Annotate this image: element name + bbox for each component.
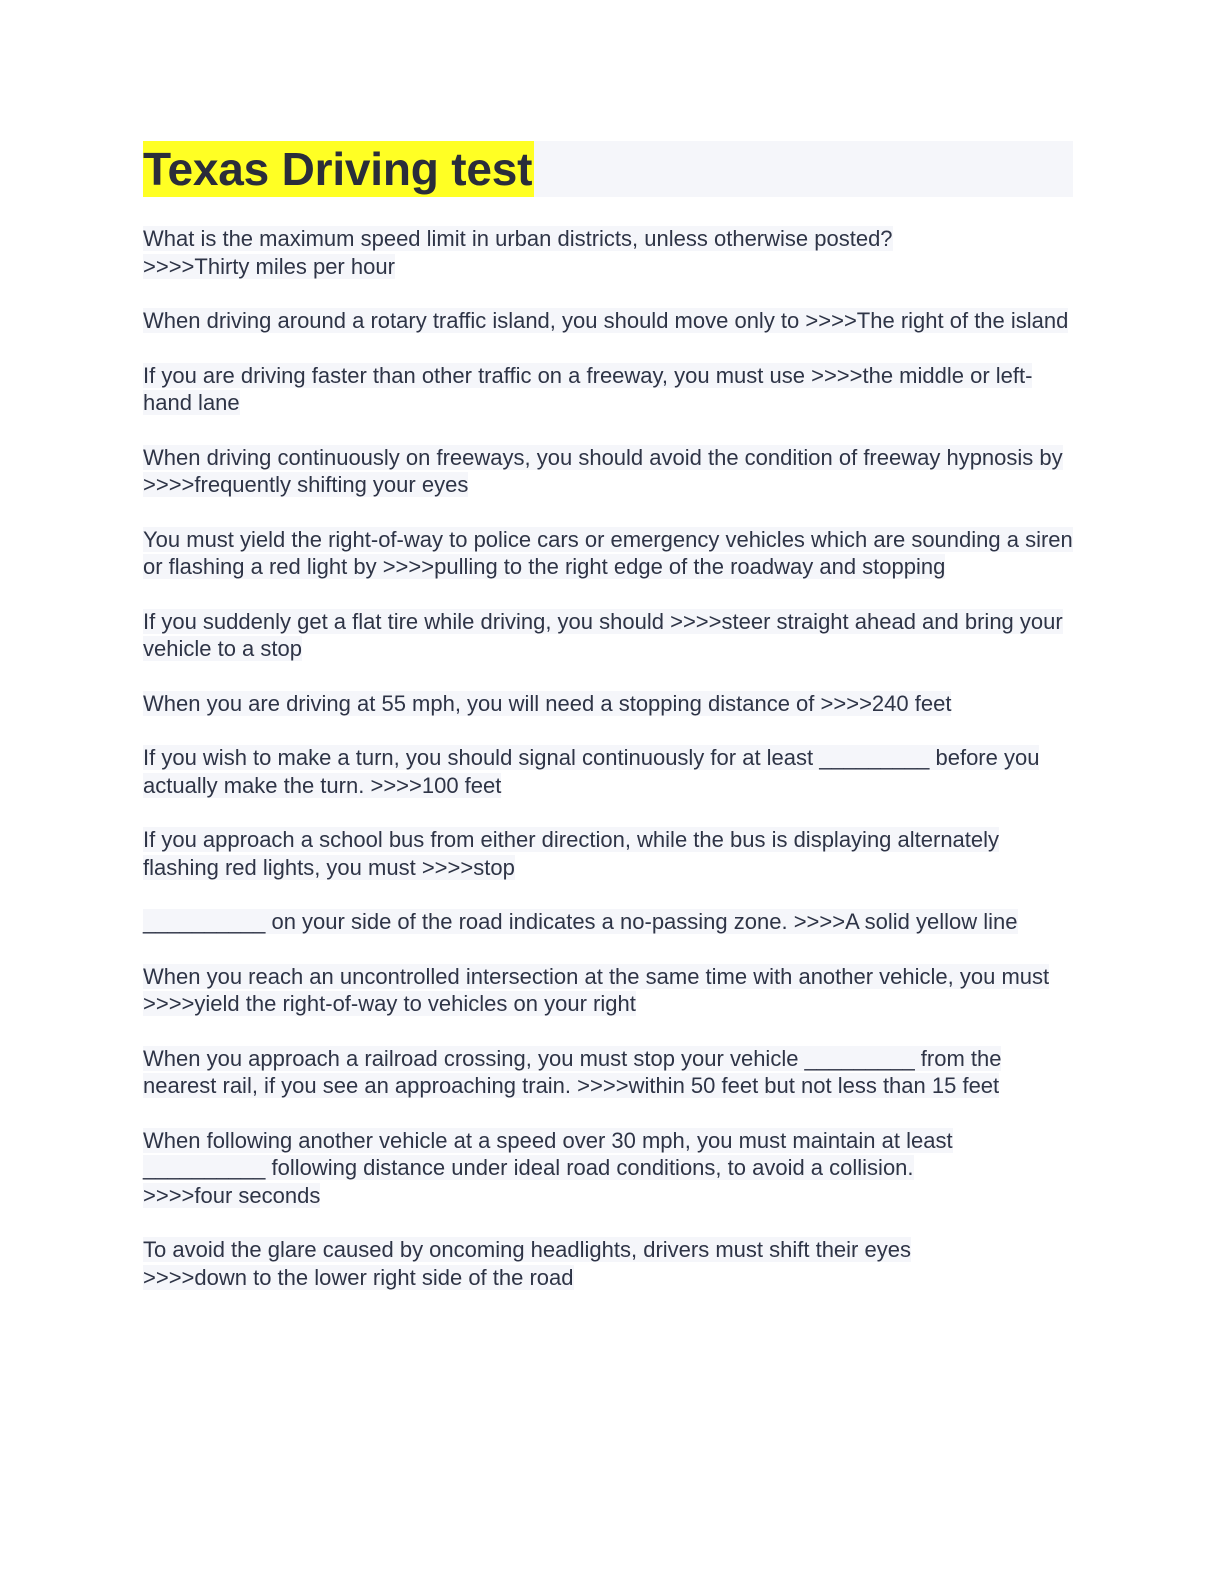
answer-text: >>>>frequently shifting your eyes: [143, 472, 469, 497]
question-text: If you are driving faster than other traffic on a freeway, you must use: [143, 362, 805, 388]
qa-item: [143, 225, 1073, 280]
qa-item: [143, 526, 1073, 581]
title-row: [143, 141, 1073, 197]
answer-text: >>>>four seconds: [143, 1182, 321, 1208]
qa-item: [143, 744, 1073, 799]
answer-text: >>>>yield the right-of-way to vehicles on your right: [143, 991, 636, 1016]
qa-item: [143, 1236, 1073, 1291]
document-page: [143, 141, 1073, 1318]
question-text: __________ on your side of the road indicates a no-passing zone.: [143, 909, 788, 934]
answer-text: >>>>stop: [421, 854, 515, 880]
answer-text: >>>>Thirty miles per hour: [143, 253, 395, 279]
question-text: If you wish to make a turn, you should signal continuously for at least _________ before you actually make the turn.: [143, 745, 1040, 798]
question-text: When following another vehicle at a speed over 30 mph, you must maintain at least __________ following distance under ideal road conditions, to avoid a collision.: [143, 1127, 953, 1180]
answer-text: >>>>down to the lower right side of the road: [143, 1264, 574, 1290]
qa-item: [143, 1127, 1073, 1210]
qa-item: [143, 307, 1073, 335]
question-text: When you are driving at 55 mph, you will need a stopping distance of: [143, 690, 815, 716]
answer-text: >>>>100 feet: [370, 772, 502, 798]
page-title: Texas Driving test: [143, 143, 533, 195]
qa-item: [143, 362, 1073, 417]
question-text: When you approach a railroad crossing, you must stop your vehicle _________ from the nearest rail, if you see an approaching train.: [143, 1045, 1002, 1098]
question-text: If you approach a school bus from either direction, while the bus is displaying alternately flashing red lights, you must: [143, 827, 1000, 880]
answer-text: >>>>within 50 feet but not less than 15 feet: [577, 1073, 1000, 1098]
answer-text: >>>>240 feet: [820, 690, 952, 716]
question-text: If you suddenly get a flat tire while driving, you should: [143, 608, 664, 634]
question-text: You must yield the right-of-way to police cars or emergency vehicles which are sounding a siren or flashing a red light by: [143, 526, 1073, 579]
qa-item: [143, 608, 1073, 663]
qa-item: [143, 1045, 1073, 1100]
qa-item: [143, 908, 1073, 936]
qa-item: [143, 690, 1073, 718]
qa-item: [143, 826, 1073, 881]
answer-text: >>>>the middle or left-hand lane: [143, 362, 1033, 415]
answer-text: >>>>A solid yellow line: [793, 909, 1018, 934]
question-text: When driving continuously on freeways, you should avoid the condition of freeway hypnosis by: [143, 444, 1063, 470]
question-text: When driving around a rotary traffic island, you should move only to: [143, 308, 800, 333]
qa-item: [143, 963, 1073, 1018]
answer-text: >>>>The right of the island: [805, 308, 1069, 333]
answer-text: >>>>pulling to the right edge of the roadway and stopping: [382, 554, 946, 579]
answer-text: >>>>steer straight ahead and bring your vehicle to a stop: [143, 608, 1063, 661]
question-text: What is the maximum speed limit in urban districts, unless otherwise posted?: [143, 226, 893, 251]
qa-item: [143, 444, 1073, 499]
question-text: To avoid the glare caused by oncoming headlights, drivers must shift their eyes: [143, 1237, 911, 1262]
question-text: When you reach an uncontrolled intersection at the same time with another vehicle, you must: [143, 963, 1050, 989]
